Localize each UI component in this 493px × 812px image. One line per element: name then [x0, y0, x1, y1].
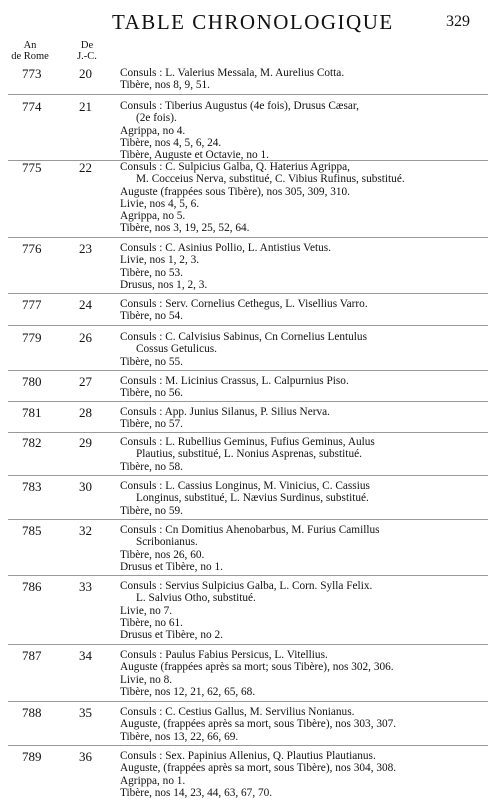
- coin-reference-line: Tibère, nos 8, 9, 51.: [120, 79, 210, 92]
- consuls-line: Consuls : Tiberius Augustus (4e fois), Drusus Cæsar,: [120, 100, 360, 112]
- coin-reference-line: Drusus, nos 1, 2, 3.: [120, 278, 208, 291]
- entry-lines: [120, 161, 490, 235]
- coin-reference-line: Tibère, nos 3, 19, 25, 52, 64.: [120, 222, 250, 235]
- consuls-line: Consuls : Servius Sulpicius Galba, L. Corn. Sylla Felix.: [120, 580, 373, 592]
- year-jc: 24: [79, 297, 92, 312]
- year-jc: 23: [79, 241, 92, 256]
- year-jc: 30: [79, 479, 92, 494]
- consuls-line: Consuls : Cn Domitius Ahenobarbus, M. Furius Camillus: [120, 524, 380, 536]
- consuls-line: Consuls : C. Calvisius Sabinus, Cn Cornelius Lentulus: [120, 331, 367, 343]
- coin-reference-line: Tibère, no 59.: [120, 504, 183, 517]
- year-rome: 782: [22, 435, 42, 450]
- entry-divider: [8, 293, 488, 294]
- entry-lines: [120, 298, 490, 323]
- coin-reference-line: Tibère, no 55.: [120, 355, 183, 368]
- entry-lines: [120, 67, 490, 92]
- year-jc: 27: [79, 374, 92, 389]
- coin-reference-line: Tibère, no 53.: [120, 266, 183, 279]
- coin-reference-line: Livie, nos 4, 5, 6.: [120, 197, 200, 210]
- column-header-an: [10, 40, 50, 62]
- coin-reference-line: M. Cocceius Nerva, substitué, C. Vibius Rufinus, substitué.: [136, 173, 405, 186]
- consuls-line: Consuls : L. Valerius Messala, M. Aurelius Cotta.: [120, 67, 345, 79]
- entry-lines: [120, 580, 490, 641]
- entry-divider: [8, 644, 488, 645]
- coin-reference-line: Agrippa, no 5.: [120, 210, 186, 223]
- coin-reference-line: Tibère, nos 12, 21, 62, 65, 68.: [120, 685, 256, 698]
- year-rome: 779: [22, 330, 42, 345]
- column-header-jc: [72, 40, 102, 62]
- year-jc: 20: [79, 66, 92, 81]
- consuls-line: Consuls : L. Rubellius Geminus, Fufius Geminus, Aulus: [120, 436, 375, 448]
- coin-reference-line: Auguste, (frappées après sa mort, sous Tibère), nos 303, 307.: [120, 718, 397, 731]
- entry-divider: [8, 432, 488, 433]
- column-header-an-line2: de Rome: [11, 51, 49, 62]
- consuls-line: Consuls : Serv. Cornelius Cethegus, L. Visellius Varro.: [120, 298, 368, 310]
- year-rome: 783: [22, 479, 42, 494]
- year-jc: 36: [79, 749, 92, 764]
- coin-reference-line: Tibère, nos 13, 22, 66, 69.: [120, 730, 239, 743]
- entry-lines: [120, 406, 490, 431]
- year-jc: 32: [79, 523, 92, 538]
- entry-divider: [8, 401, 488, 402]
- consuls-line: Consuls : L. Cassius Longinus, M. Vinicius, C. Cassius: [120, 480, 370, 492]
- year-rome: 776: [22, 241, 42, 256]
- year-rome: 774: [22, 99, 42, 114]
- coin-reference-line: Tibère, nos 4, 5, 6, 24.: [120, 136, 222, 149]
- entry-divider: [8, 237, 488, 238]
- coin-reference-line: Auguste (frappées après sa mort; sous Tibère), nos 302, 306.: [120, 661, 394, 674]
- entry-lines: [120, 436, 490, 473]
- coin-reference-line: Plautius, substitué, L. Nonius Asprenas, substitué.: [136, 448, 362, 461]
- entry-divider: [8, 370, 488, 371]
- coin-reference-line: Auguste, (frappées après sa mort, sous Tibère), nos 304, 308.: [120, 762, 397, 775]
- year-jc: 26: [79, 330, 92, 345]
- year-jc: 34: [79, 648, 92, 663]
- coin-reference-line: L. Salvius Otho, substitué.: [136, 592, 256, 605]
- year-rome: 780: [22, 374, 42, 389]
- year-rome: 789: [22, 749, 42, 764]
- entry-lines: [120, 706, 490, 743]
- coin-reference-line: Tibère, no 54.: [120, 310, 183, 323]
- consuls-line: Consuls : Sex. Papinius Allenius, Q. Plautius Plautianus.: [120, 750, 376, 762]
- year-jc: 29: [79, 435, 92, 450]
- year-rome: 781: [22, 405, 42, 420]
- year-rome: 788: [22, 705, 42, 720]
- year-rome: 775: [22, 160, 42, 175]
- coin-reference-line: Auguste (frappées sous Tibère), nos 305, 309, 310.: [120, 185, 350, 198]
- coin-reference-line: Tibère, no 61.: [120, 616, 183, 629]
- consuls-line: Consuls : C. Sulpicius Galba, Q. Haterius Agrippa,: [120, 161, 351, 173]
- year-jc: 21: [79, 99, 92, 114]
- entry-divider: [8, 475, 488, 476]
- entry-lines: [120, 100, 490, 161]
- entry-lines: [120, 750, 490, 799]
- coin-reference-line: Tibère, no 58.: [120, 460, 183, 473]
- coin-reference-line: Longinus, substitué, L. Nævius Surdinus, substitué.: [136, 492, 369, 505]
- page-title: TABLE CHRONOLOGIQUE: [112, 10, 394, 34]
- coin-reference-line: Livie, no 8.: [120, 673, 173, 686]
- column-header-jc-line2: J.-C.: [77, 51, 97, 62]
- page-number: 329: [446, 13, 470, 30]
- year-rome: 787: [22, 648, 42, 663]
- entry-divider: [8, 325, 488, 326]
- coin-reference-line: Drusus et Tibère, no 1.: [120, 560, 223, 573]
- column-header-jc-line1: De: [80, 40, 94, 51]
- entry-divider: [8, 94, 488, 95]
- coin-reference-line: Livie, nos 1, 2, 3.: [120, 254, 200, 267]
- coin-reference-line: Tibère, Auguste et Octavie, no 1.: [120, 149, 269, 162]
- coin-reference-line: Scribonianus.: [136, 536, 198, 549]
- entry-divider: [8, 745, 488, 746]
- consuls-line: Consuls : C. Cestius Gallus, M. Servilius Nonianus.: [120, 706, 355, 718]
- entry-lines: [120, 375, 490, 400]
- coin-reference-line: Livie, no 7.: [120, 604, 173, 617]
- year-rome: 777: [22, 297, 42, 312]
- consuls-line: Consuls : M. Licinius Crassus, L. Calpurnius Piso.: [120, 375, 349, 387]
- coin-reference-line: Tibère, no 56.: [120, 387, 183, 400]
- entry-lines: [120, 242, 490, 291]
- year-rome: 786: [22, 579, 42, 594]
- coin-reference-line: (2e fois).: [136, 112, 177, 125]
- entry-lines: [120, 524, 490, 573]
- year-jc: 35: [79, 705, 92, 720]
- consuls-line: Consuls : C. Asinius Pollio, L. Antistius Vetus.: [120, 242, 332, 254]
- year-jc: 33: [79, 579, 92, 594]
- year-rome: 773: [22, 66, 42, 81]
- entry-divider: [8, 701, 488, 702]
- entry-lines: [120, 331, 490, 368]
- coin-reference-line: Cossus Getulicus.: [136, 343, 217, 356]
- year-jc: 28: [79, 405, 92, 420]
- entry-divider: [8, 519, 488, 520]
- year-rome: 785: [22, 523, 42, 538]
- coin-reference-line: Tibère, nos 26, 60.: [120, 548, 205, 561]
- entry-lines: [120, 480, 490, 517]
- coin-reference-line: Drusus et Tibère, no 2.: [120, 629, 223, 642]
- year-jc: 22: [79, 160, 92, 175]
- entry-lines: [120, 649, 490, 698]
- consuls-line: Consuls : Paulus Fabius Persicus, L. Vitellius.: [120, 649, 328, 661]
- column-header-an-line1: An: [23, 40, 37, 51]
- coin-reference-line: Tibère, nos 14, 23, 44, 63, 67, 70.: [120, 786, 273, 799]
- coin-reference-line: Agrippa, no 1.: [120, 774, 186, 787]
- consuls-line: Consuls : App. Junius Silanus, P. Silius Nerva.: [120, 406, 330, 418]
- coin-reference-line: Tibère, no 57.: [120, 418, 183, 431]
- coin-reference-line: Agrippa, no 4.: [120, 124, 186, 137]
- entry-divider: [8, 575, 488, 576]
